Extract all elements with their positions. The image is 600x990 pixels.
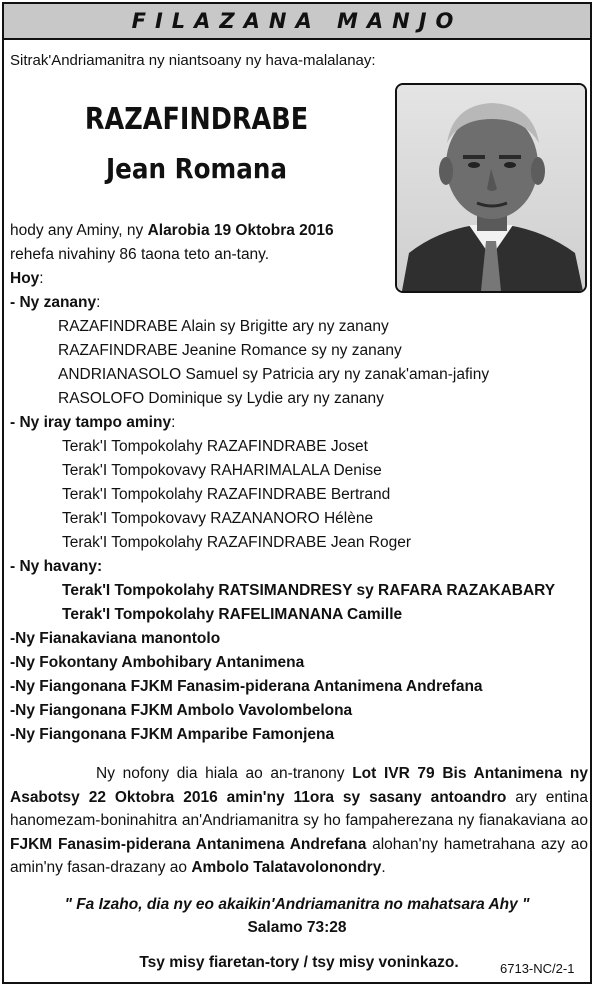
funeral-text-4: . <box>381 859 386 876</box>
list-item: RAZAFINDRABE Alain sy Brigitte ary ny zanany <box>58 318 389 335</box>
notice-frame <box>2 2 592 984</box>
age-line: rehefa nivahiny 86 taona teto an-tany. <box>10 246 270 263</box>
list-item: Terak'I Tompokovavy RAHARIMALALA Denise <box>62 462 382 479</box>
death-pre: hody any Aminy, ny <box>10 222 148 239</box>
funeral-church: FJKM Fanasim-piderana Antanimena Andrefana <box>10 835 367 853</box>
funeral-text-1: Ny nofony dia hiala ao an-tranony <box>96 765 353 782</box>
intro-text: Sitrak'Andriamanitra ny niantsoany ny hava-malalanay: <box>10 52 376 69</box>
group-item: -Ny Fianakaviana manontolo <box>10 630 221 647</box>
group-item: -Ny Fiangonana FJKM Fanasim-piderana Antanimena Andrefana <box>10 678 483 695</box>
funeral-paragraph <box>10 762 588 880</box>
death-date: Alarobia 19 Oktobra 2016 <box>147 222 334 239</box>
verse-ref: Salamo 73:28 <box>247 919 347 936</box>
hoy-text: Hoy <box>10 270 40 287</box>
list-item: RASOLOFO Dominique sy Lydie ary ny zanany <box>58 390 384 407</box>
footer-text: Tsy misy fiaretan-tory / tsy misy voninkazo. <box>139 954 459 971</box>
quote-text: " Fa Izaho, dia ny eo akaikin'Andriamanitra no mahatsara Ahy " <box>64 896 530 913</box>
list-item: RAZAFINDRABE Jeanine Romance sy ny zanany <box>58 342 402 359</box>
tampo-label: - Ny iray tampo aminy: <box>10 414 176 431</box>
portrait-illustration <box>397 85 585 291</box>
notice-title: FILAZANA MANJO <box>131 9 463 33</box>
tampo-label-text: - Ny iray tampo aminy <box>10 414 172 431</box>
death-line <box>10 222 334 240</box>
list-item: Terak'I Tompokolahy RATSIMANDRESY sy RAFARA RAZAKABARY <box>62 582 556 599</box>
zanany-label: - Ny zanany: <box>10 294 101 311</box>
list-item: Terak'I Tompokovavy RAZANANORO Hélène <box>62 510 374 527</box>
deceased-given-name: Jean Romana <box>105 152 288 185</box>
funeral-text-3: alohan'ny hametrahana azy ao amin'ny fasan-drazany ao <box>10 835 588 876</box>
deceased-surname: RAZAFINDRABE <box>84 102 309 137</box>
list-item: ANDRIANASOLO Samuel sy Patricia ary ny zanak'aman-jafiny <box>58 366 490 383</box>
havany-label: - Ny havany: <box>10 558 103 575</box>
group-item: -Ny Fiangonana FJKM Ambolo Vavolombelona <box>10 702 353 719</box>
zanany-label-text: - Ny zanany <box>10 294 97 311</box>
funeral-text-2: ary entina hanomezam-boninahitra an'Andriamanitra sy ho fampaherezana ny fianakaviana ao <box>10 788 588 829</box>
funeral-tomb: Ambolo Talatavolonondry <box>191 859 382 876</box>
portrait-photo <box>395 83 587 293</box>
list-item: Terak'I Tompokolahy RAZAFINDRABE Joset <box>62 438 368 455</box>
group-item: -Ny Fiangonana FJKM Amparibe Famonjena <box>10 726 335 743</box>
list-item: Terak'I Tompokolahy RAZAFINDRABE Bertrand <box>62 486 391 503</box>
funeral-address: Lot IVR 79 Bis Antanimena ny Asabotsy 22 Oktobra 2016 amin'ny 11ora sy sasany antoandro <box>10 765 588 806</box>
notice-header <box>4 4 590 40</box>
list-item: Terak'I Tompokolahy RAZAFINDRABE Jean Roger <box>62 534 411 551</box>
list-item: Terak'I Tompokolahy RAFELIMANANA Camille <box>62 606 403 623</box>
reference-code: 6713-NC/2-1 <box>500 961 575 976</box>
group-item: -Ny Fokontany Ambohibary Antanimena <box>10 654 305 671</box>
hoy-label: Hoy: <box>10 270 44 287</box>
